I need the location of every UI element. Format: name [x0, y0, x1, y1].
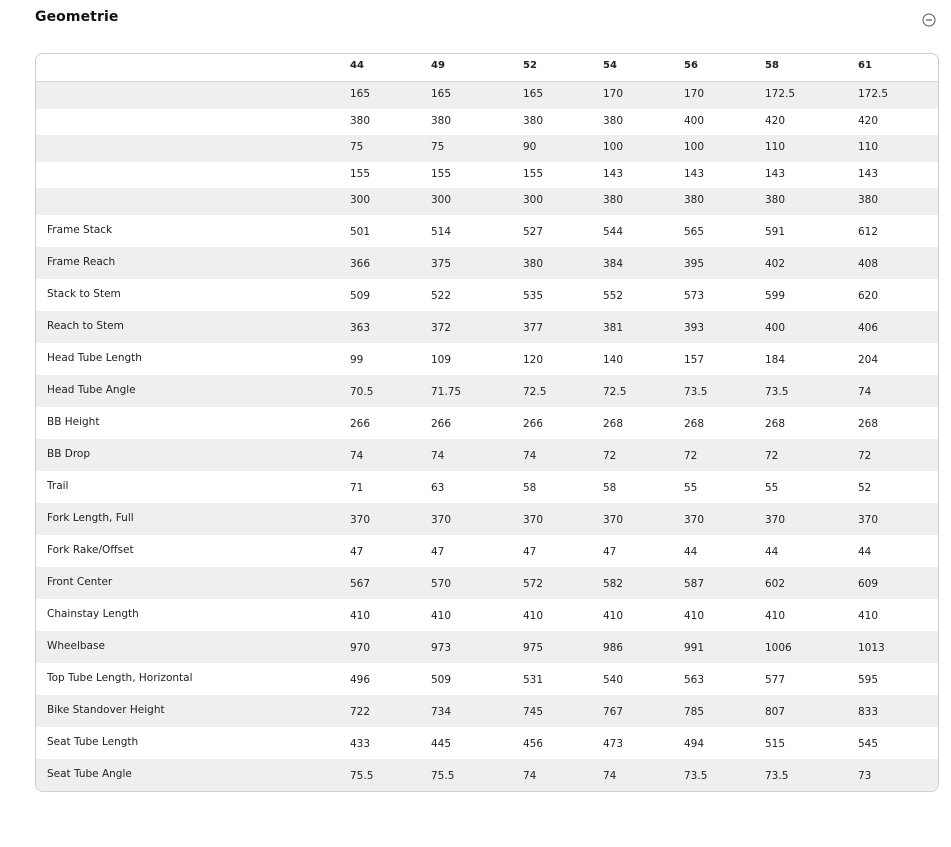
table-cell: 587: [684, 577, 705, 590]
table-row: [36, 407, 938, 439]
table-cell: 100: [684, 141, 705, 154]
table-cell: 473: [603, 737, 624, 750]
table-cell: 494: [684, 737, 705, 750]
table-cell: 300: [431, 194, 452, 207]
table-cell: 1006: [765, 641, 792, 654]
table-cell: 514: [431, 225, 452, 238]
row-label: Top Tube Length, Horizontal: [47, 671, 193, 684]
table-cell: 74: [523, 769, 537, 782]
row-label: BB Height: [47, 415, 100, 428]
table-cell: 155: [350, 167, 371, 180]
row-label: Seat Tube Angle: [47, 767, 132, 780]
table-row: [36, 439, 938, 471]
table-cell: 563: [684, 673, 705, 686]
table-cell: 767: [603, 705, 624, 718]
table-cell: 552: [603, 289, 624, 302]
table-cell: 140: [603, 353, 624, 366]
table-row: [36, 135, 938, 162]
table-cell: 400: [684, 114, 705, 127]
table-cell: 266: [431, 417, 452, 430]
table-cell: 109: [431, 353, 452, 366]
table-cell: 165: [431, 88, 452, 100]
table-cell: 582: [603, 577, 624, 590]
table-cell: 509: [350, 289, 371, 302]
table-cell: 90: [523, 141, 537, 154]
table-cell: 63: [431, 481, 445, 494]
row-label: Chainstay Length: [47, 607, 139, 620]
row-label: Fork Rake/Offset: [47, 543, 134, 556]
table-cell: 722: [350, 705, 371, 718]
table-cell: 268: [765, 417, 786, 430]
table-cell: 573: [684, 289, 705, 302]
size-header: 54: [603, 60, 617, 71]
row-label: Head Tube Length: [47, 351, 142, 364]
table-cell: 268: [858, 417, 879, 430]
table-cell: 406: [858, 321, 879, 334]
size-header: 44: [350, 60, 364, 71]
table-row: [36, 695, 938, 727]
table-row: [36, 375, 938, 407]
size-header: 61: [858, 60, 872, 71]
table-cell: 370: [350, 513, 371, 526]
table-row: [36, 279, 938, 311]
row-label: Seat Tube Length: [47, 735, 139, 748]
table-cell: 381: [603, 321, 624, 334]
row-label: Trail: [47, 479, 69, 492]
size-header: 52: [523, 60, 537, 71]
table-row: [36, 162, 938, 189]
table-cell: 370: [431, 513, 452, 526]
table-cell: 73.5: [684, 385, 708, 398]
table-cell: 410: [765, 609, 786, 622]
table-row: [36, 727, 938, 759]
row-label: Frame Stack: [47, 223, 113, 236]
table-cell: 991: [684, 641, 705, 654]
table-cell: 143: [765, 167, 786, 180]
table-cell: 572: [523, 577, 544, 590]
table-row: [36, 311, 938, 343]
table-row: [36, 567, 938, 599]
table-cell: 380: [603, 194, 624, 207]
row-label: Stack to Stem: [47, 287, 121, 300]
table-cell: 408: [858, 257, 879, 270]
table-cell: 522: [431, 289, 452, 302]
table-cell: 973: [431, 641, 452, 654]
table-cell: 531: [523, 673, 544, 686]
table-row: [36, 247, 938, 279]
table-cell: 74: [431, 449, 445, 462]
row-label: Head Tube Angle: [47, 383, 136, 396]
table-cell: 52: [858, 481, 872, 494]
table-row: [36, 503, 938, 535]
row-label: BB Drop: [47, 447, 91, 460]
row-label: Front Center: [47, 575, 113, 588]
table-cell: 170: [684, 88, 705, 100]
table-cell: 268: [684, 417, 705, 430]
table-cell: 986: [603, 641, 624, 654]
table-cell: 410: [350, 609, 371, 622]
table-cell: 380: [684, 194, 705, 207]
table-cell: 591: [765, 225, 786, 238]
row-label: Frame Reach: [47, 255, 116, 268]
table-cell: 74: [523, 449, 537, 462]
table-cell: 47: [523, 545, 537, 558]
table-cell: 72: [765, 449, 779, 462]
table-cell: 204: [858, 353, 879, 366]
table-cell: 70.5: [350, 385, 374, 398]
table-cell: 599: [765, 289, 786, 302]
size-header: 49: [431, 60, 445, 71]
table-cell: 970: [350, 641, 371, 654]
size-header: 58: [765, 60, 779, 71]
row-label: Bike Standover Height: [47, 703, 165, 716]
table-cell: 165: [350, 88, 371, 100]
table-cell: 527: [523, 225, 544, 238]
table-cell: 620: [858, 289, 879, 302]
table-cell: 377: [523, 321, 544, 334]
table-cell: 120: [523, 353, 544, 366]
table-cell: 445: [431, 737, 452, 750]
table-cell: 300: [523, 194, 544, 207]
table-cell: 99: [350, 353, 364, 366]
table-cell: 456: [523, 737, 544, 750]
table-cell: 745: [523, 705, 544, 718]
table-cell: 155: [431, 167, 452, 180]
table-cell: 375: [431, 257, 452, 270]
table-cell: 602: [765, 577, 786, 590]
table-cell: 47: [603, 545, 617, 558]
table-cell: 47: [431, 545, 445, 558]
table-row: [36, 535, 938, 567]
table-cell: 366: [350, 257, 371, 270]
table-cell: 72.5: [523, 385, 547, 398]
table-cell: 410: [431, 609, 452, 622]
table-cell: 420: [858, 114, 879, 127]
table-cell: 165: [523, 88, 544, 100]
table-cell: 143: [603, 167, 624, 180]
table-cell: 71: [350, 481, 364, 494]
table-cell: 266: [350, 417, 371, 430]
table-cell: 370: [523, 513, 544, 526]
table-cell: 544: [603, 225, 624, 238]
minus-circle-icon[interactable]: [922, 13, 936, 27]
table-cell: 384: [603, 257, 624, 270]
table-cell: 595: [858, 673, 879, 686]
table-cell: 72: [603, 449, 617, 462]
table-cell: 402: [765, 257, 786, 270]
table-cell: 74: [603, 769, 617, 782]
table-row: [36, 343, 938, 375]
table-cell: 433: [350, 737, 371, 750]
row-label: Reach to Stem: [47, 319, 124, 332]
table-cell: 833: [858, 705, 879, 718]
table-cell: 74: [858, 385, 872, 398]
size-header: 56: [684, 60, 698, 71]
table-cell: 44: [765, 545, 779, 558]
table-cell: 395: [684, 257, 705, 270]
table-cell: 393: [684, 321, 705, 334]
table-cell: 73.5: [765, 769, 789, 782]
table-row: [36, 663, 938, 695]
table-cell: 172.5: [765, 88, 796, 100]
table-row: [36, 599, 938, 631]
table-cell: 410: [858, 609, 879, 622]
table-cell: 410: [603, 609, 624, 622]
table-header-row: [36, 54, 938, 82]
table-cell: 72: [684, 449, 698, 462]
table-row: [36, 759, 938, 791]
table-cell: 509: [431, 673, 452, 686]
geometry-table: [35, 53, 939, 792]
row-label: Fork Length, Full: [47, 511, 134, 524]
table-cell: 110: [765, 141, 786, 154]
table-cell: 58: [523, 481, 537, 494]
table-cell: 47: [350, 545, 364, 558]
table-row: [36, 188, 938, 215]
table-cell: 577: [765, 673, 786, 686]
table-cell: 370: [858, 513, 879, 526]
table-cell: 170: [603, 88, 624, 100]
table-cell: 268: [603, 417, 624, 430]
table-row: [36, 109, 938, 136]
table-cell: 734: [431, 705, 452, 718]
table-cell: 73.5: [684, 769, 708, 782]
table-cell: 380: [603, 114, 624, 127]
table-cell: 565: [684, 225, 705, 238]
table-cell: 612: [858, 225, 879, 238]
table-cell: 73: [858, 769, 872, 782]
table-cell: 372: [431, 321, 452, 334]
table-cell: 501: [350, 225, 371, 238]
row-label: Wheelbase: [47, 639, 105, 652]
table-cell: 496: [350, 673, 371, 686]
table-cell: 184: [765, 353, 786, 366]
table-row: [36, 631, 938, 663]
table-cell: 410: [684, 609, 705, 622]
table-row: [36, 82, 938, 109]
table-cell: 74: [350, 449, 364, 462]
table-cell: 363: [350, 321, 371, 334]
table-cell: 75.5: [431, 769, 455, 782]
table-cell: 100: [603, 141, 624, 154]
table-cell: 380: [523, 257, 544, 270]
table-cell: 567: [350, 577, 371, 590]
table-cell: 55: [765, 481, 779, 494]
table-cell: 535: [523, 289, 544, 302]
table-cell: 73.5: [765, 385, 789, 398]
table-cell: 157: [684, 353, 705, 366]
table-cell: 540: [603, 673, 624, 686]
table-cell: 380: [350, 114, 371, 127]
table-cell: 75: [350, 141, 364, 154]
table-cell: 410: [523, 609, 544, 622]
table-cell: 370: [603, 513, 624, 526]
table-cell: 143: [858, 167, 879, 180]
table-cell: 380: [431, 114, 452, 127]
table-cell: 380: [858, 194, 879, 207]
table-cell: 400: [765, 321, 786, 334]
table-row: [36, 215, 938, 247]
table-cell: 380: [523, 114, 544, 127]
table-cell: 266: [523, 417, 544, 430]
table-row: [36, 471, 938, 503]
table-cell: 172.5: [858, 88, 889, 100]
table-cell: 155: [523, 167, 544, 180]
table-cell: 110: [858, 141, 879, 154]
table-cell: 72: [858, 449, 872, 462]
table-cell: 75.5: [350, 769, 374, 782]
table-cell: 609: [858, 577, 879, 590]
table-cell: 515: [765, 737, 786, 750]
table-cell: 300: [350, 194, 371, 207]
table-cell: 785: [684, 705, 705, 718]
table-cell: 75: [431, 141, 445, 154]
table-cell: 807: [765, 705, 786, 718]
table-cell: 44: [684, 545, 698, 558]
table-cell: 58: [603, 481, 617, 494]
table-cell: 72.5: [603, 385, 627, 398]
table-cell: 1013: [858, 641, 885, 654]
table-cell: 370: [765, 513, 786, 526]
table-cell: 545: [858, 737, 879, 750]
table-cell: 975: [523, 641, 544, 654]
table-cell: 380: [765, 194, 786, 207]
table-cell: 420: [765, 114, 786, 127]
table-cell: 370: [684, 513, 705, 526]
section-title: Geometrie: [35, 9, 119, 25]
table-cell: 71.75: [431, 385, 462, 398]
table-cell: 44: [858, 545, 872, 558]
table-cell: 55: [684, 481, 698, 494]
table-cell: 570: [431, 577, 452, 590]
table-cell: 143: [684, 167, 705, 180]
